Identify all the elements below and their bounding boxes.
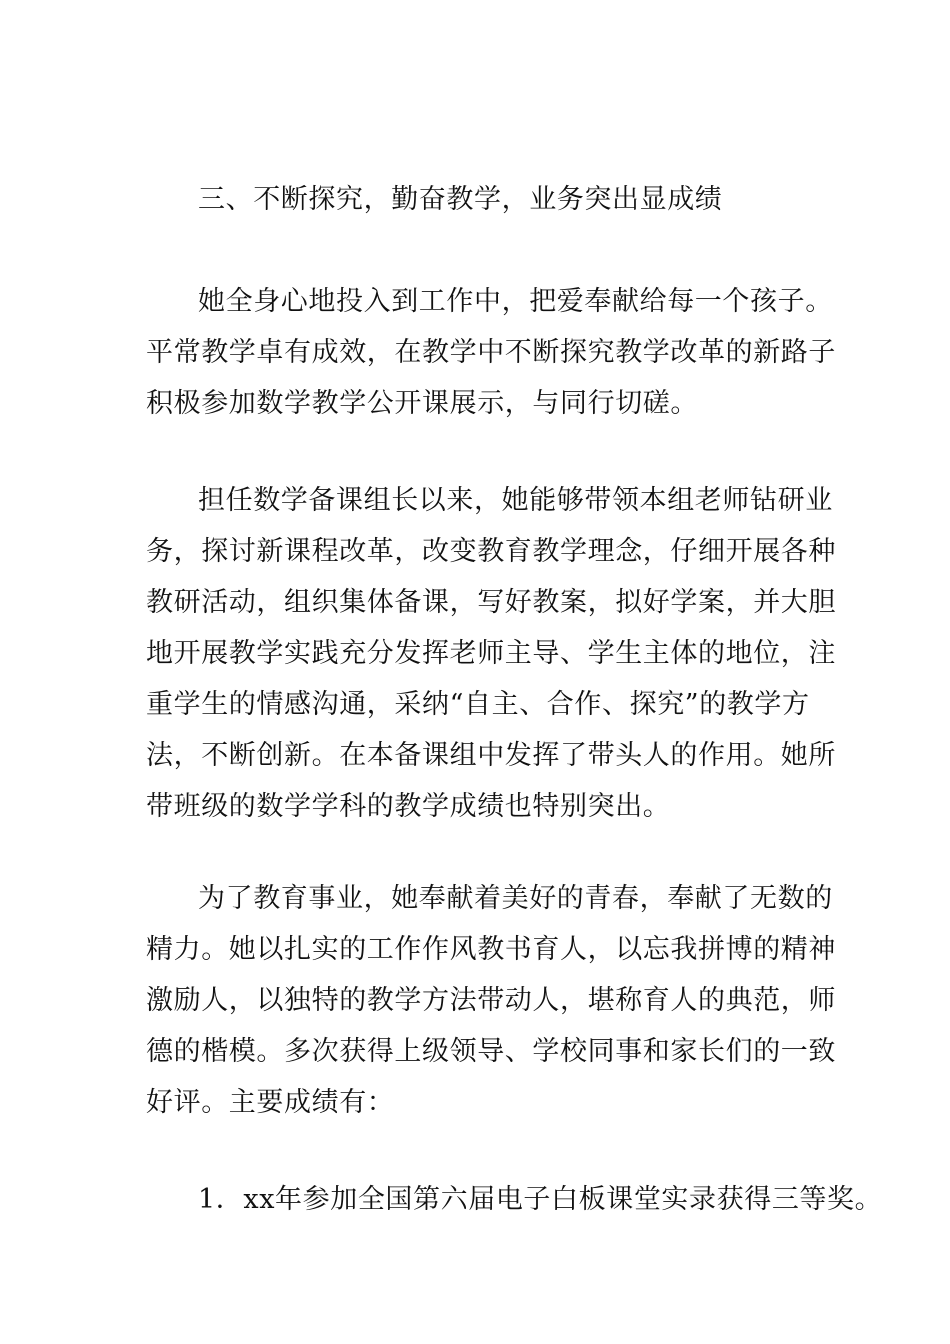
paragraph-1-line-2: 平常教学卓有成效，在教学中不断探究教学改革的新路子 <box>146 337 836 368</box>
paragraph-2-line-2: 务，探讨新课程改革，改变教育教学理念，仔细开展各种 <box>146 536 836 567</box>
paragraph-2-line-1: 担任数学备课组长以来，她能够带领本组老师钻研业 <box>198 485 833 516</box>
list-item: 1．xx年参加全国第六届电子白板课堂实录获得三等奖。 <box>198 1184 883 1215</box>
paragraph-3-line-1: 为了教育事业，她奉献着美好的青春，奉献了无数的 <box>198 883 833 914</box>
paragraph-2-line-3: 教研活动，组织集体备课，写好教案，拟好学案，并大胆 <box>146 587 836 618</box>
section-heading: 三、不断探究，勤奋教学，业务突出显成绩 <box>198 184 723 215</box>
paragraph-2-line-5: 重学生的情感沟通，采纳“自主、合作、探究”的教学方 <box>146 689 810 720</box>
paragraph-3-line-4: 德的楷模。多次获得上级领导、学校同事和家长们的一致 <box>146 1036 836 1067</box>
paragraph-1-line-1: 她全身心地投入到工作中，把爱奉献给每一个孩子。 <box>198 286 833 317</box>
paragraph-2-line-4: 地开展教学实践充分发挥老师主导、学生主体的地位，注 <box>146 638 836 669</box>
paragraph-3-line-5: 好评。主要成绩有： <box>146 1087 395 1118</box>
paragraph-2-line-6: 法，不断创新。在本备课组中发挥了带头人的作用。她所 <box>146 740 836 771</box>
paragraph-3-line-2: 精力。她以扎实的工作作风教书育人，以忘我拼博的精神 <box>146 934 836 965</box>
paragraph-3-line-3: 激励人，以独特的教学方法带动人，堪称育人的典范，师 <box>146 985 836 1016</box>
paragraph-1-line-3: 积极参加数学教学公开课展示，与同行切磋。 <box>146 388 698 419</box>
paragraph-2-line-7: 带班级的数学学科的教学成绩也特别突出。 <box>146 791 671 822</box>
